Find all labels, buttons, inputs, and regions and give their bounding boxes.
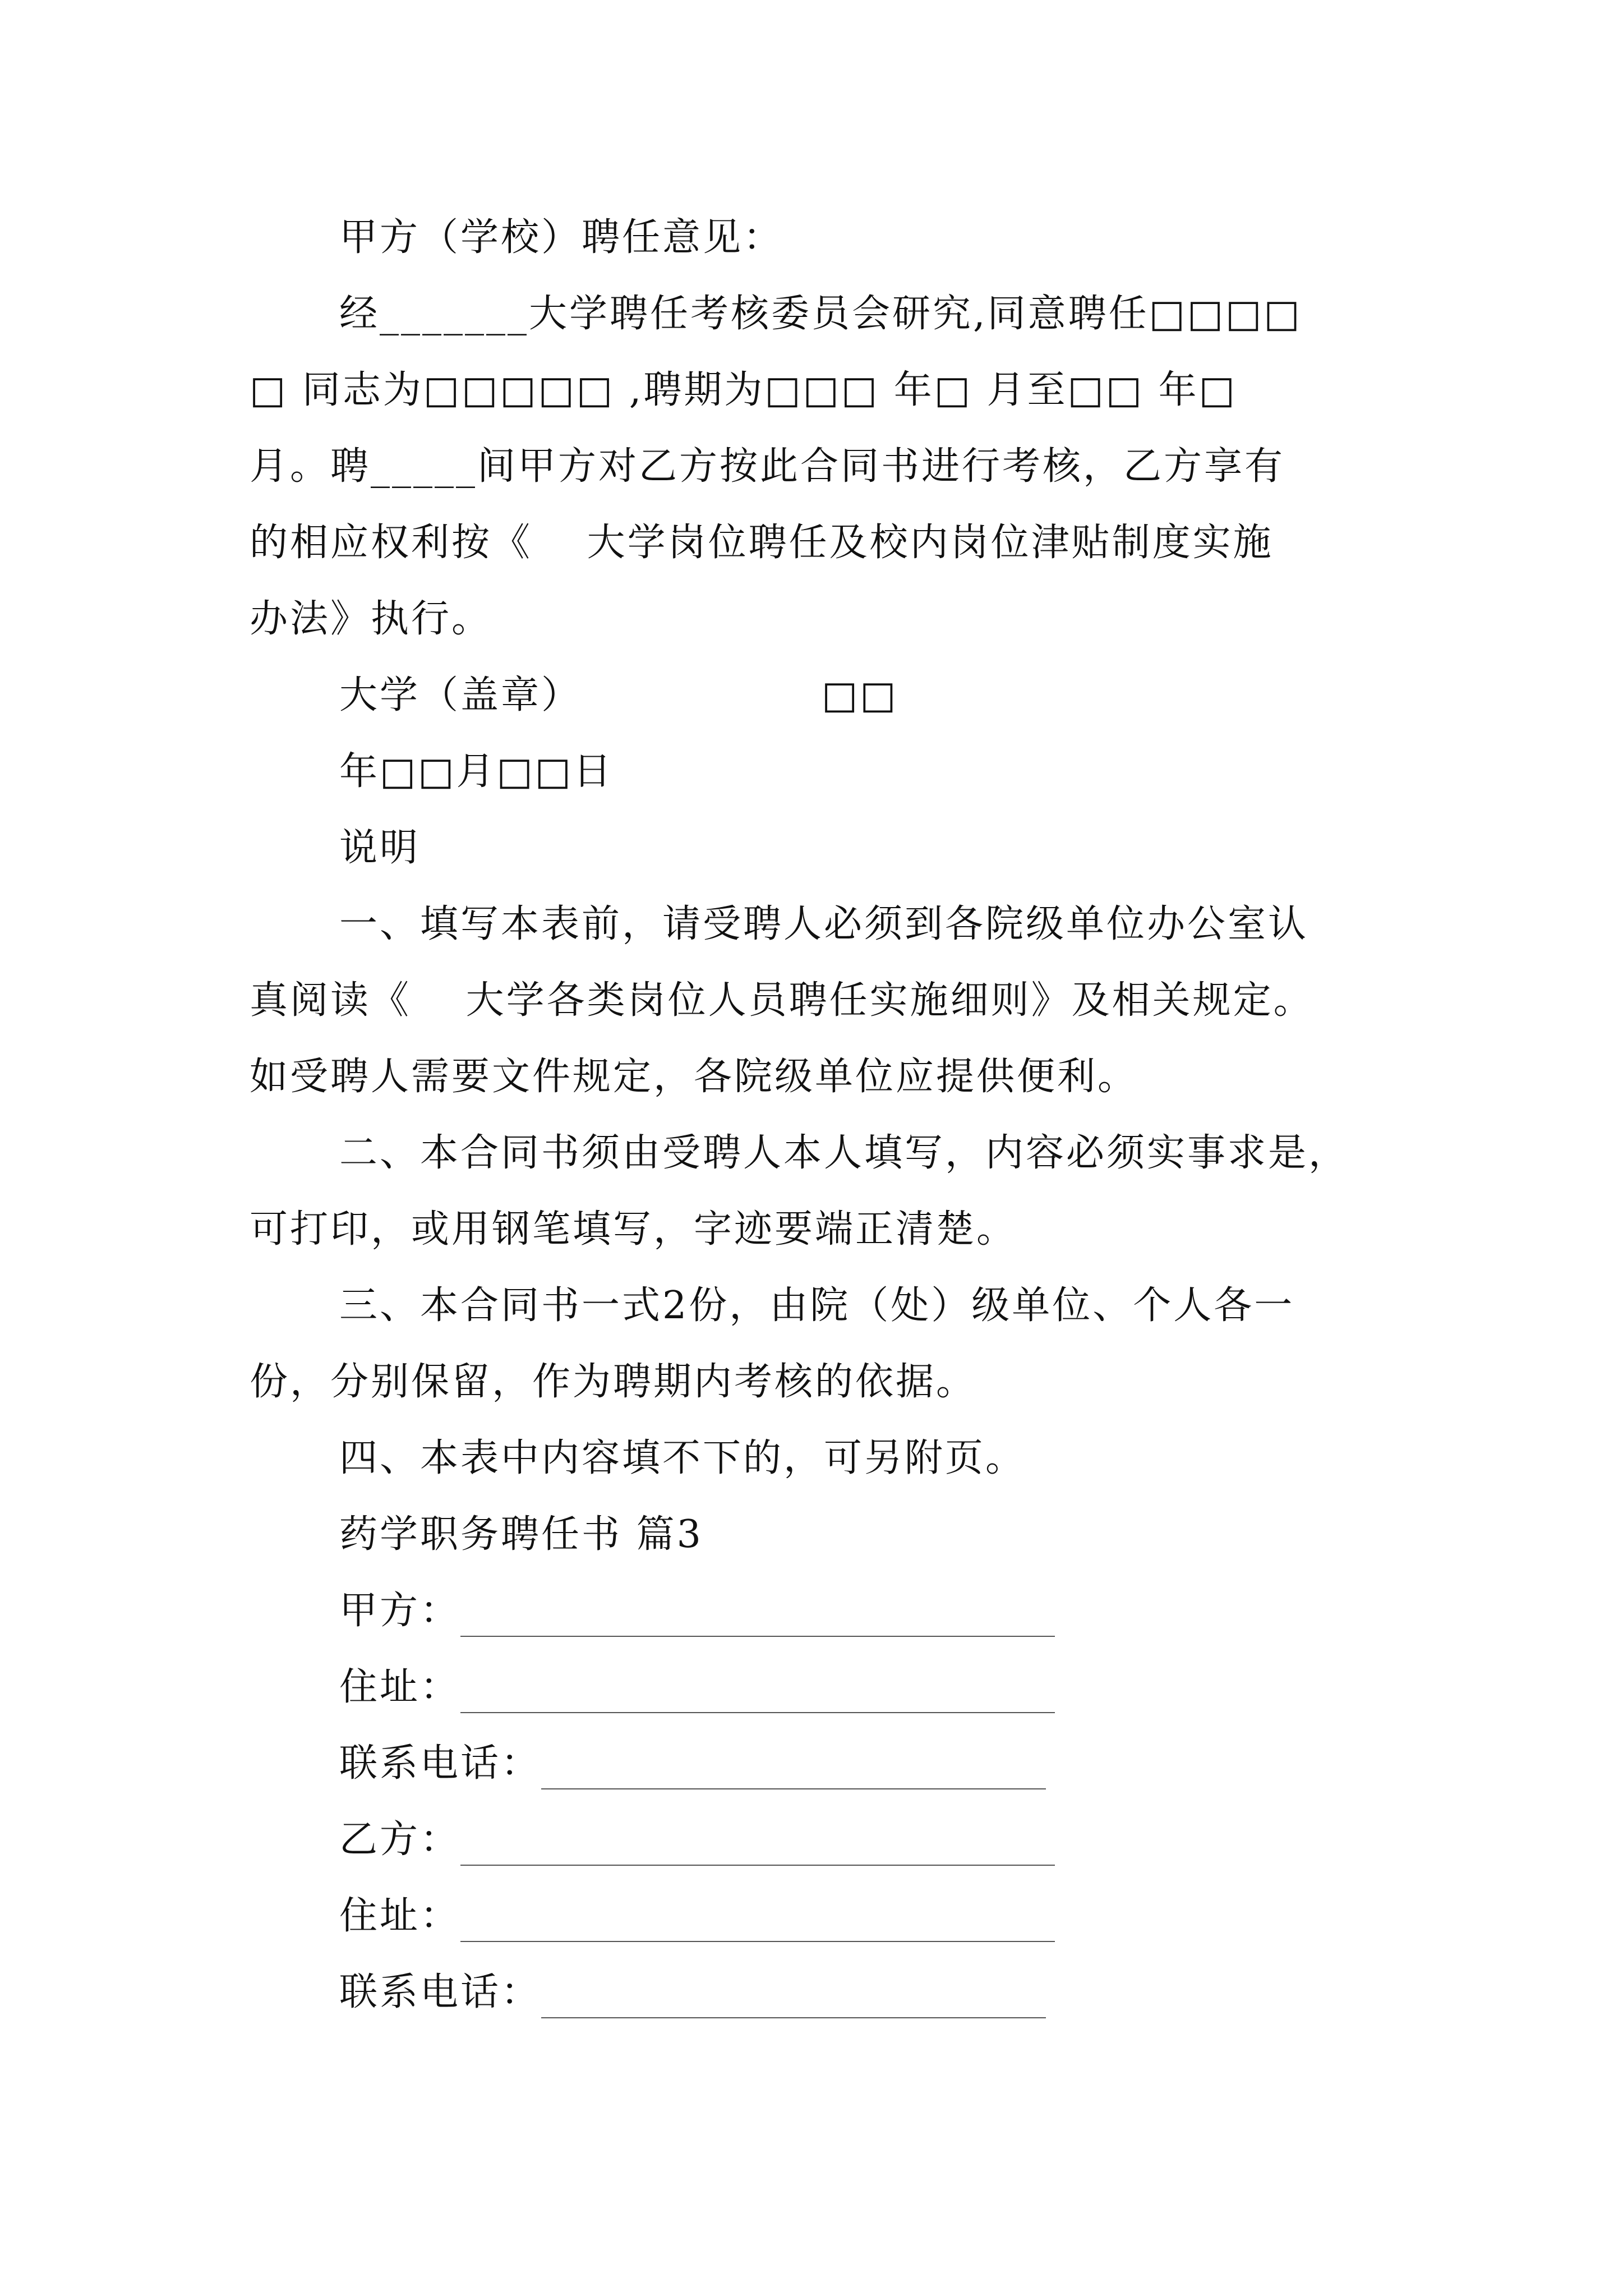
appointment-line: 经_______大学聘任考核委员会研究,同意聘任□□□□ xyxy=(339,292,1302,336)
note-line: 一、填写本表前，请受聘人必须到各院级单位办公室认 xyxy=(339,902,1309,946)
seal-label: 大学（盖章） xyxy=(339,673,582,717)
note-item xyxy=(250,1268,1382,1420)
note-line: 如受聘人需要文件规定，各院级单位应提供便利。 xyxy=(250,1055,1138,1099)
form-field-phone-b xyxy=(250,1954,1382,2031)
field-label: 乙方： xyxy=(339,1818,461,1862)
next-section-title: 药学职务聘任书 篇3 xyxy=(339,1512,703,1557)
note-line: 四、本表中内容填不下的，可另附页。 xyxy=(339,1436,1026,1480)
note-line: 份，分别保留，作为聘期内考核的依据。 xyxy=(250,1360,977,1404)
note-item xyxy=(250,886,1382,1115)
seal-boxes: □□ xyxy=(822,673,898,717)
note-line: 三、本合同书一式2份，由院（处）级单位、个人各一 xyxy=(339,1283,1295,1328)
notes-heading: 说明 xyxy=(339,826,421,870)
note-line: 真阅读《 大学各类岗位人员聘任实施细则》及相关规定。 xyxy=(250,978,1314,1023)
note-line: 二、本合同书须由受聘人本人填写，内容必须实事求是， xyxy=(339,1131,1349,1175)
field-blank-line[interactable] xyxy=(541,2017,1046,2018)
field-blank-line[interactable] xyxy=(460,1865,1055,1866)
field-blank-line[interactable] xyxy=(460,1941,1055,1942)
field-label: 甲方： xyxy=(339,1589,461,1633)
field-blank-line[interactable] xyxy=(460,1712,1055,1713)
note-item xyxy=(250,1115,1382,1268)
note-line: 可打印，或用钢笔填写，字迹要端正清楚。 xyxy=(250,1207,1017,1251)
form-field-party-b xyxy=(250,1802,1382,1878)
appointment-line: □ 同志为□□□□□ ,聘期为□□□ 年□ 月至□□ 年□ xyxy=(250,368,1237,412)
form-field-address-b xyxy=(250,1878,1382,1954)
appointment-line: 月。聘_____间甲方对乙方按此合同书进行考核，乙方享有 xyxy=(250,444,1285,489)
form-field-phone-a xyxy=(250,1726,1382,1802)
field-label: 住址： xyxy=(339,1665,461,1709)
seal-row xyxy=(250,657,1382,734)
form-field-party-a xyxy=(250,1573,1382,1649)
document-content xyxy=(250,200,1382,2031)
form-field-address-a xyxy=(250,1649,1382,1726)
date-line: 年□□月□□日 xyxy=(339,749,614,794)
field-label: 联系电话： xyxy=(339,1741,542,1786)
appointment-line: 的相应权利按《 大学岗位聘任及校内岗位津贴制度实施 xyxy=(250,521,1274,565)
field-label: 联系电话： xyxy=(339,1970,542,2014)
field-blank-line[interactable] xyxy=(460,1636,1055,1637)
field-label: 住址： xyxy=(339,1894,461,1938)
field-blank-line[interactable] xyxy=(541,1788,1046,1789)
note-item xyxy=(250,1420,1382,1497)
section-heading: 甲方（学校）聘任意见： xyxy=(339,215,784,260)
appointment-line: 办法》执行。 xyxy=(250,597,492,641)
appointment-paragraph xyxy=(250,276,1382,657)
